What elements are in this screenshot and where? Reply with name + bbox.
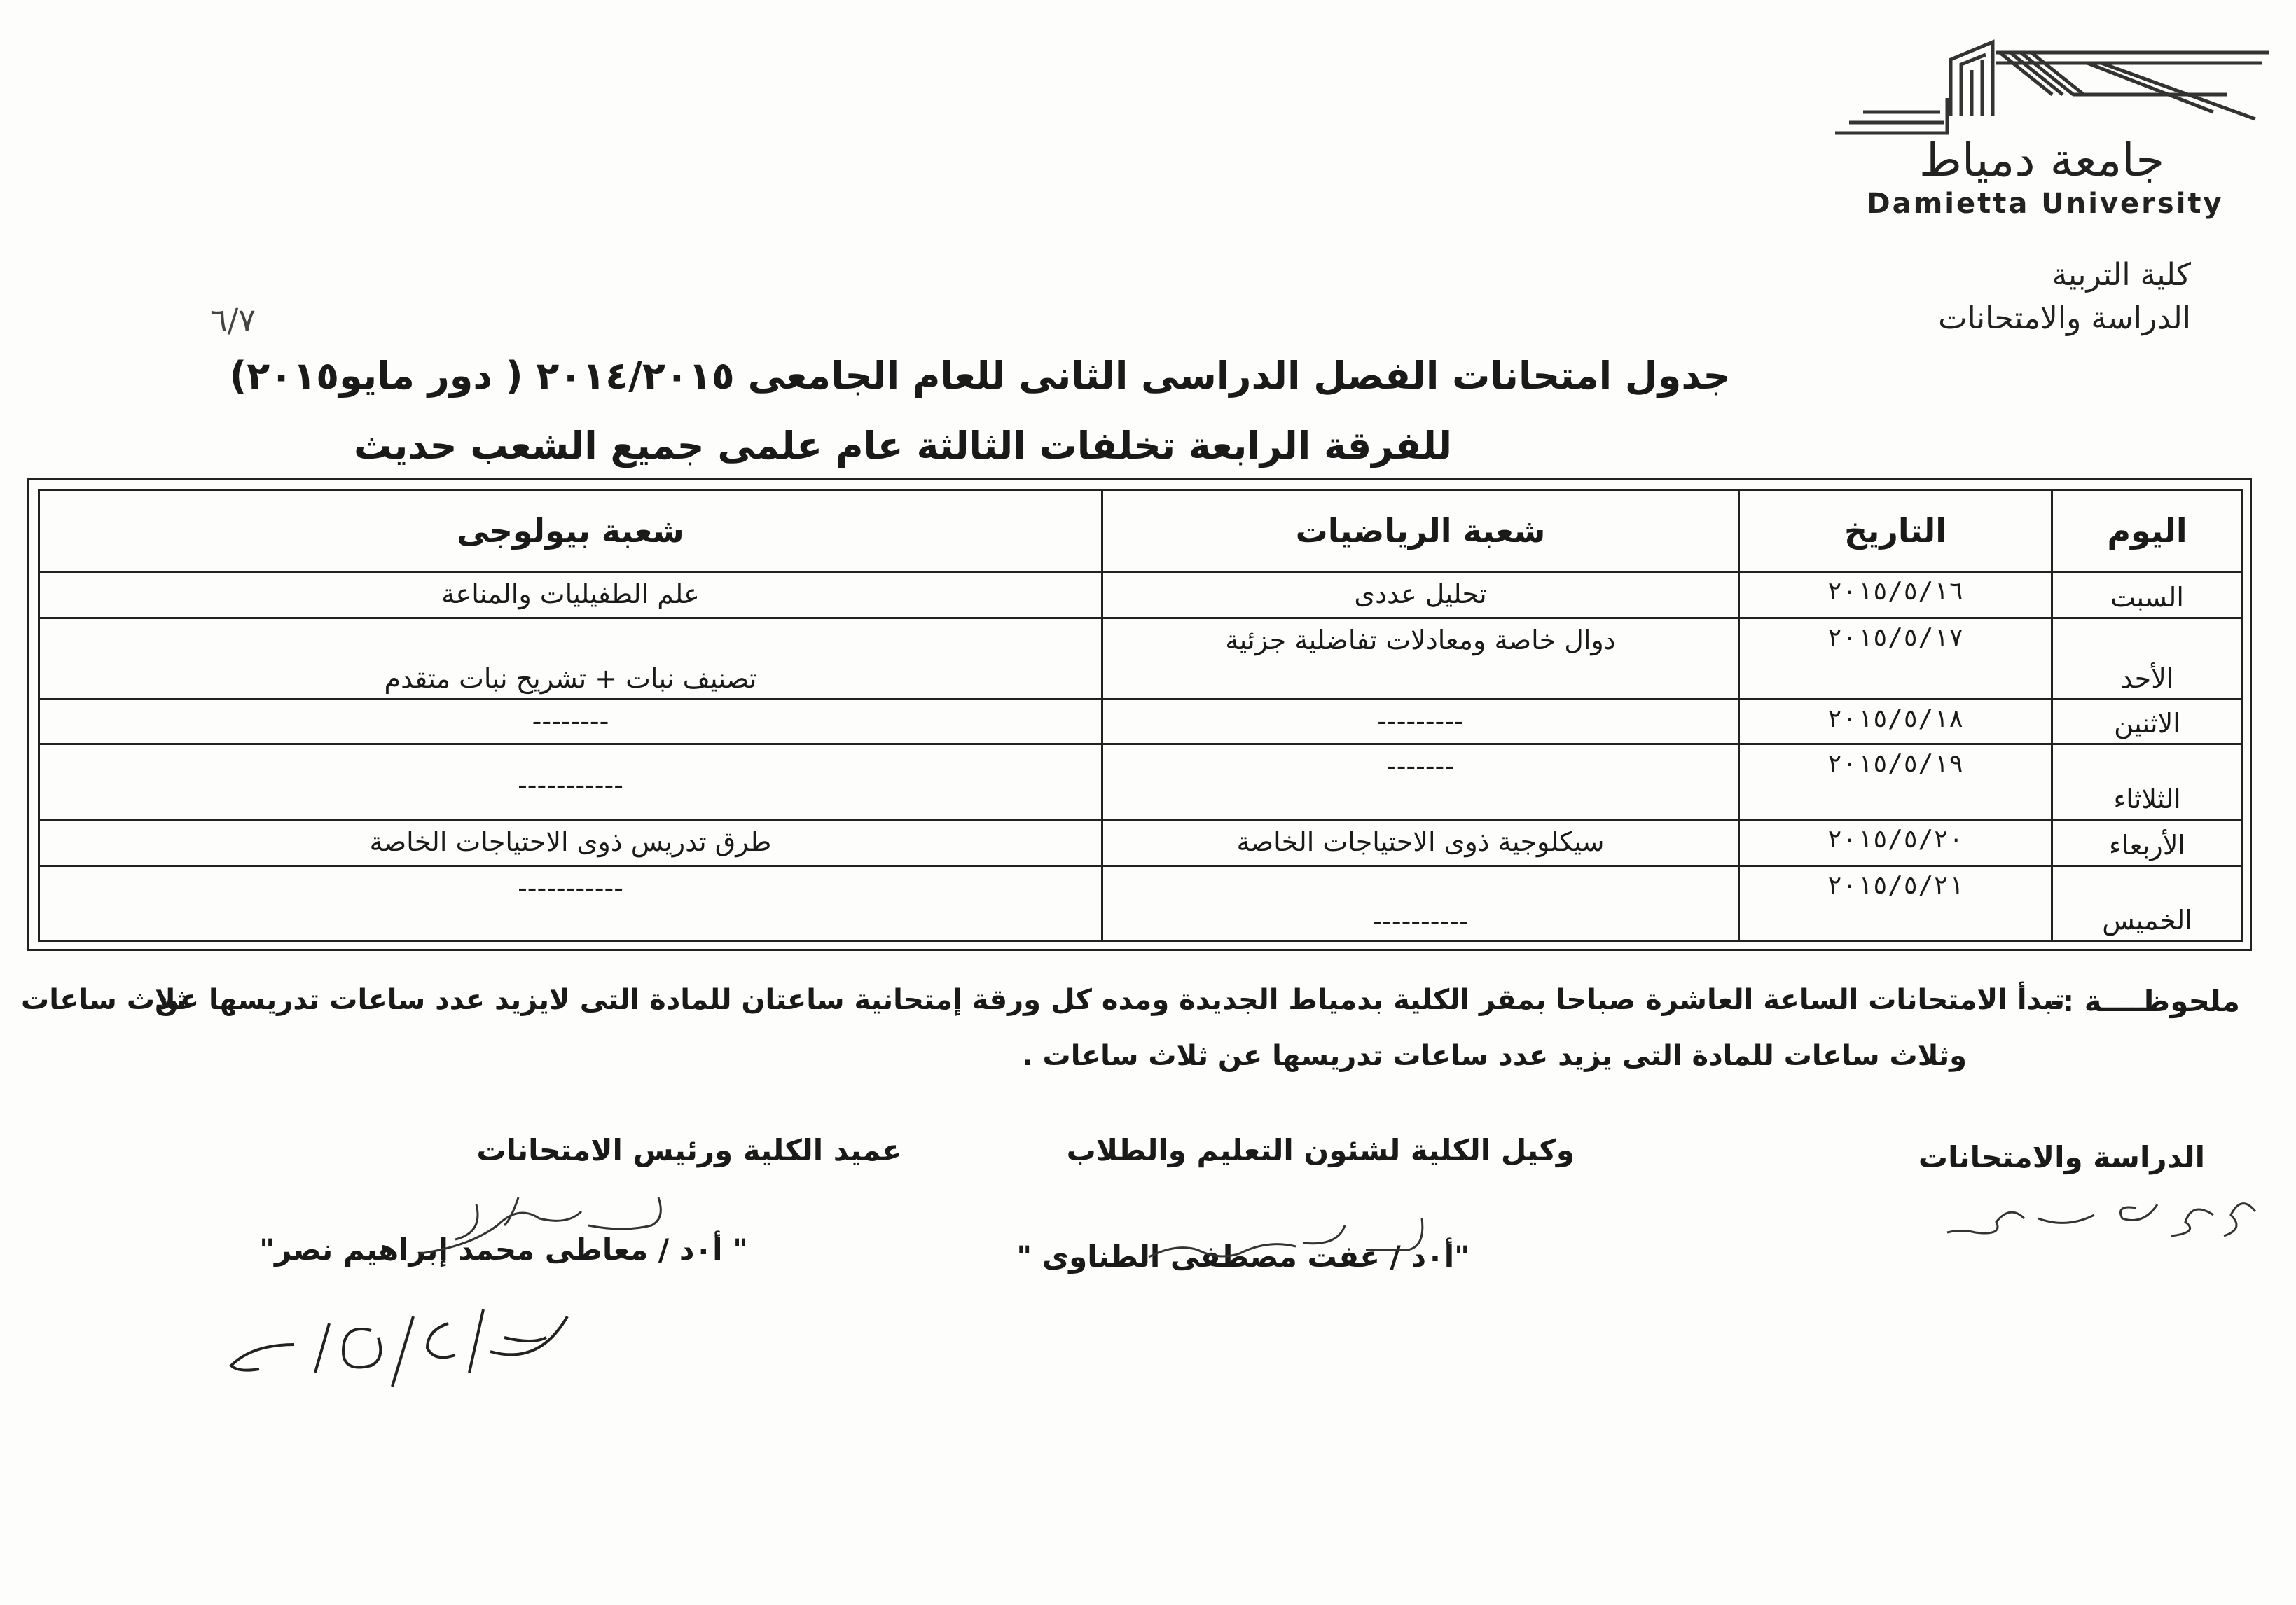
page-mark: ٦/٧ bbox=[210, 301, 256, 339]
dean-name: " أ٠د / معاطى محمد إبراهيم نصر" bbox=[259, 1232, 748, 1267]
cell-day: الأربعاء bbox=[2052, 820, 2243, 866]
vice-dean-handwritten-signature bbox=[1121, 1211, 1443, 1274]
cell-date: ٢٠١٥/٥/٢١ bbox=[1739, 866, 2052, 941]
cell-math: دوال خاصة ومعادلات تفاضلية جزئية bbox=[1102, 618, 1739, 700]
cell-day: السبت bbox=[2052, 571, 2243, 618]
faculty-block bbox=[1938, 253, 2191, 340]
cell-bio: علم الطفيليات والمناعة bbox=[39, 571, 1102, 618]
header-math: شعبة الرياضيات bbox=[1102, 490, 1739, 572]
cell-math: ---------- bbox=[1102, 866, 1739, 941]
note-line-2: وثلاث ساعات للمادة التى يزيد عدد ساعات تدريسها عن ثلاث ساعات . bbox=[1022, 1040, 1967, 1072]
cell-day: الأحد bbox=[2052, 618, 2243, 700]
exams-dept-signature-title: الدراسة والامتحانات bbox=[1918, 1140, 2205, 1174]
cell-day: الاثنين bbox=[2052, 700, 2243, 744]
cell-bio: تصنيف نبات + تشريح نبات متقدم bbox=[39, 618, 1102, 700]
handwritten-date bbox=[217, 1295, 581, 1408]
cell-math: --------- bbox=[1102, 700, 1739, 744]
cell-math: سيكلوجية ذوى الاحتياجات الخاصة bbox=[1102, 820, 1739, 866]
table-row bbox=[39, 744, 2243, 820]
exam-schedule-table bbox=[38, 489, 2243, 942]
cell-date: ٢٠١٥/٥/١٧ bbox=[1739, 618, 2052, 700]
vice-dean-title: وكيل الكلية لشئون التعليم والطلاب bbox=[1066, 1133, 1575, 1167]
exams-dept-handwritten-signature bbox=[1919, 1183, 2283, 1246]
vice-dean-name: "أ٠د / عفت مصطفى الطناوى " bbox=[1016, 1239, 1469, 1274]
title-line-1 bbox=[0, 354, 2296, 398]
university-name-english: Damietta University bbox=[1867, 188, 2224, 220]
title-line-2-text: للفرقة الرابعة تخلفات الثالثة عام علمى جميع الشعب حديث bbox=[354, 424, 1452, 468]
dean-title: عميد الكلية ورئيس الامتحانات bbox=[476, 1133, 902, 1167]
cell-date: ٢٠١٥/٥/١٩ bbox=[1739, 744, 2052, 820]
cell-bio: ----------- bbox=[39, 744, 1102, 820]
table-row bbox=[39, 571, 2243, 618]
faculty-name: كلية التربية bbox=[2052, 257, 2191, 293]
header-bio: شعبة بيولوجى bbox=[39, 490, 1102, 572]
title-line-2 bbox=[0, 424, 2296, 468]
note-line-1: تبدأ الامتحانات الساعة العاشرة صباحا بمقر الكلية بدمياط الجديدة ومده كل ورقة إمتحانية ساعتان للمادة التى لايزيد عدد ساعات تدريسها عن bbox=[154, 984, 2065, 1016]
cell-bio: ----------- bbox=[39, 866, 1102, 941]
table-header-row bbox=[39, 490, 2243, 572]
cell-math: تحليل عددى bbox=[1102, 571, 1739, 618]
cell-day: الثلاثاء bbox=[2052, 744, 2243, 820]
table-row bbox=[39, 866, 2243, 941]
table-row bbox=[39, 618, 2243, 700]
cell-day: الخميس bbox=[2052, 866, 2243, 941]
title-line-1-text: جدول امتحانات الفصل الدراسى الثانى للعام الجامعى ٢٠١٤/٢٠١٥ ( دور مايو٢٠١٥) bbox=[229, 354, 1731, 398]
university-name-arabic: جامعة دمياط bbox=[1918, 133, 2165, 187]
header-date: التاريخ bbox=[1739, 490, 2052, 572]
dean-handwritten-signature bbox=[378, 1190, 672, 1260]
table-row bbox=[39, 700, 2243, 744]
cell-bio: طرق تدريس ذوى الاحتياجات الخاصة bbox=[39, 820, 1102, 866]
cell-bio: -------- bbox=[39, 700, 1102, 744]
cell-math: ------- bbox=[1102, 744, 1739, 820]
header-day: اليوم bbox=[2052, 490, 2243, 572]
note-label: ملحوظــــة :- bbox=[2049, 984, 2240, 1018]
cell-date: ٢٠١٥/٥/١٦ bbox=[1739, 571, 2052, 618]
cell-date: ٢٠١٥/٥/١٨ bbox=[1739, 700, 2052, 744]
cell-date: ٢٠١٥/٥/٢٠ bbox=[1739, 820, 2052, 866]
table-row bbox=[39, 820, 2243, 866]
department-name: الدراسة والامتحانات bbox=[1938, 300, 2191, 336]
note-line-1-end: ثلاث ساعات bbox=[21, 984, 187, 1016]
